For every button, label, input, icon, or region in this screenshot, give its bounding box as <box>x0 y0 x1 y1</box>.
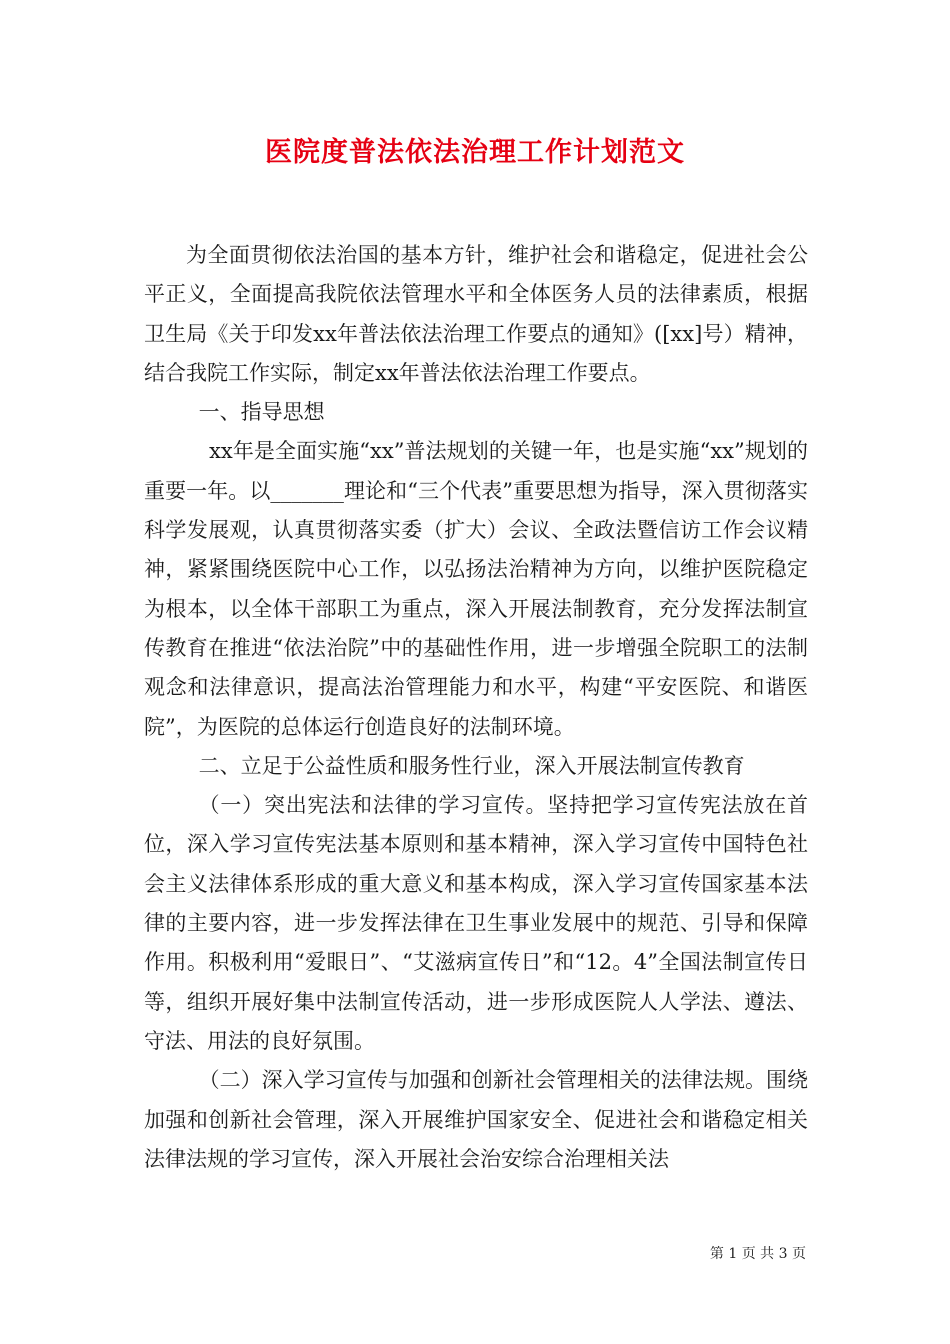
document-body <box>144 236 808 1179</box>
paragraph-guiding-ideology: xx年是全面实施“xx”普法规划的关键一年，也是实施“xx”规划的重要一年。以_______理论和“三个代表”重要思想为指导，深入贯彻落实科学发展观，认真贯彻落实委（扩大）会议、全政法暨信访工作会议精神，紧紧围绕医院中心工作，以弘扬法治精神为方向，以维护医院稳定为根本，以全体干部职工为重点，深入开展法制教育，充分发挥法制宣传教育在推进“依法治院”中的基础性作用，进一步增强全院职工的法制观念和法律意识，提高法治管理能力和水平，构建“平安医院、和谐医院”，为医院的总体运行创造良好的法制环境。 <box>144 439 808 739</box>
paragraph-constitution-publicity: （一）突出宪法和法律的学习宣传。坚持把学习宣传宪法放在首位，深入学习宣传宪法基本原则和基本精神，深入学习宣传中国特色社会主义法律体系形成的重大意义和基本构成，深入学习宣传国家基本法律的主要内容，进一步发挥法律在卫生事业发展中的规范、引导和保障作用。积极利用“爱眼日”、“艾滋病宣传日”和“12。4”全国法制宣传日等，组织开展好集中法制宣传活动，进一步形成医院人人学法、遵法、守法、用法的良好氛围。 <box>144 793 808 1053</box>
section-heading-legal-education: 二、立足于公益性质和服务性行业，深入开展法制宣传教育 <box>198 753 745 778</box>
document-title: 医院度普法依法治理工作计划范文 <box>265 137 685 168</box>
paragraph-intro: 为全面贯彻依法治国的基本方针，维护社会和谐稳定，促进社会公平正义，全面提高我院依法管理水平和全体医务人员的法律素质，根据卫生局《关于印发xx年普法依法治理工作要点的通知》([xx]号）精神，结合我院工作实际，制定xx年普法依法治理工作要点。 <box>144 243 808 385</box>
page-number-footer: 第 1 页 共 3 页 <box>709 1246 806 1262</box>
section-heading-guiding-ideology: 一、指导思想 <box>198 400 325 425</box>
paragraph-social-management-laws: （二）深入学习宣传与加强和创新社会管理相关的法律法规。围绕加强和创新社会管理，深入开展维护国家安全、促进社会和谐稳定相关法律法规的学习宣传，深入开展社会治安综合治理相关法 <box>144 1068 808 1171</box>
